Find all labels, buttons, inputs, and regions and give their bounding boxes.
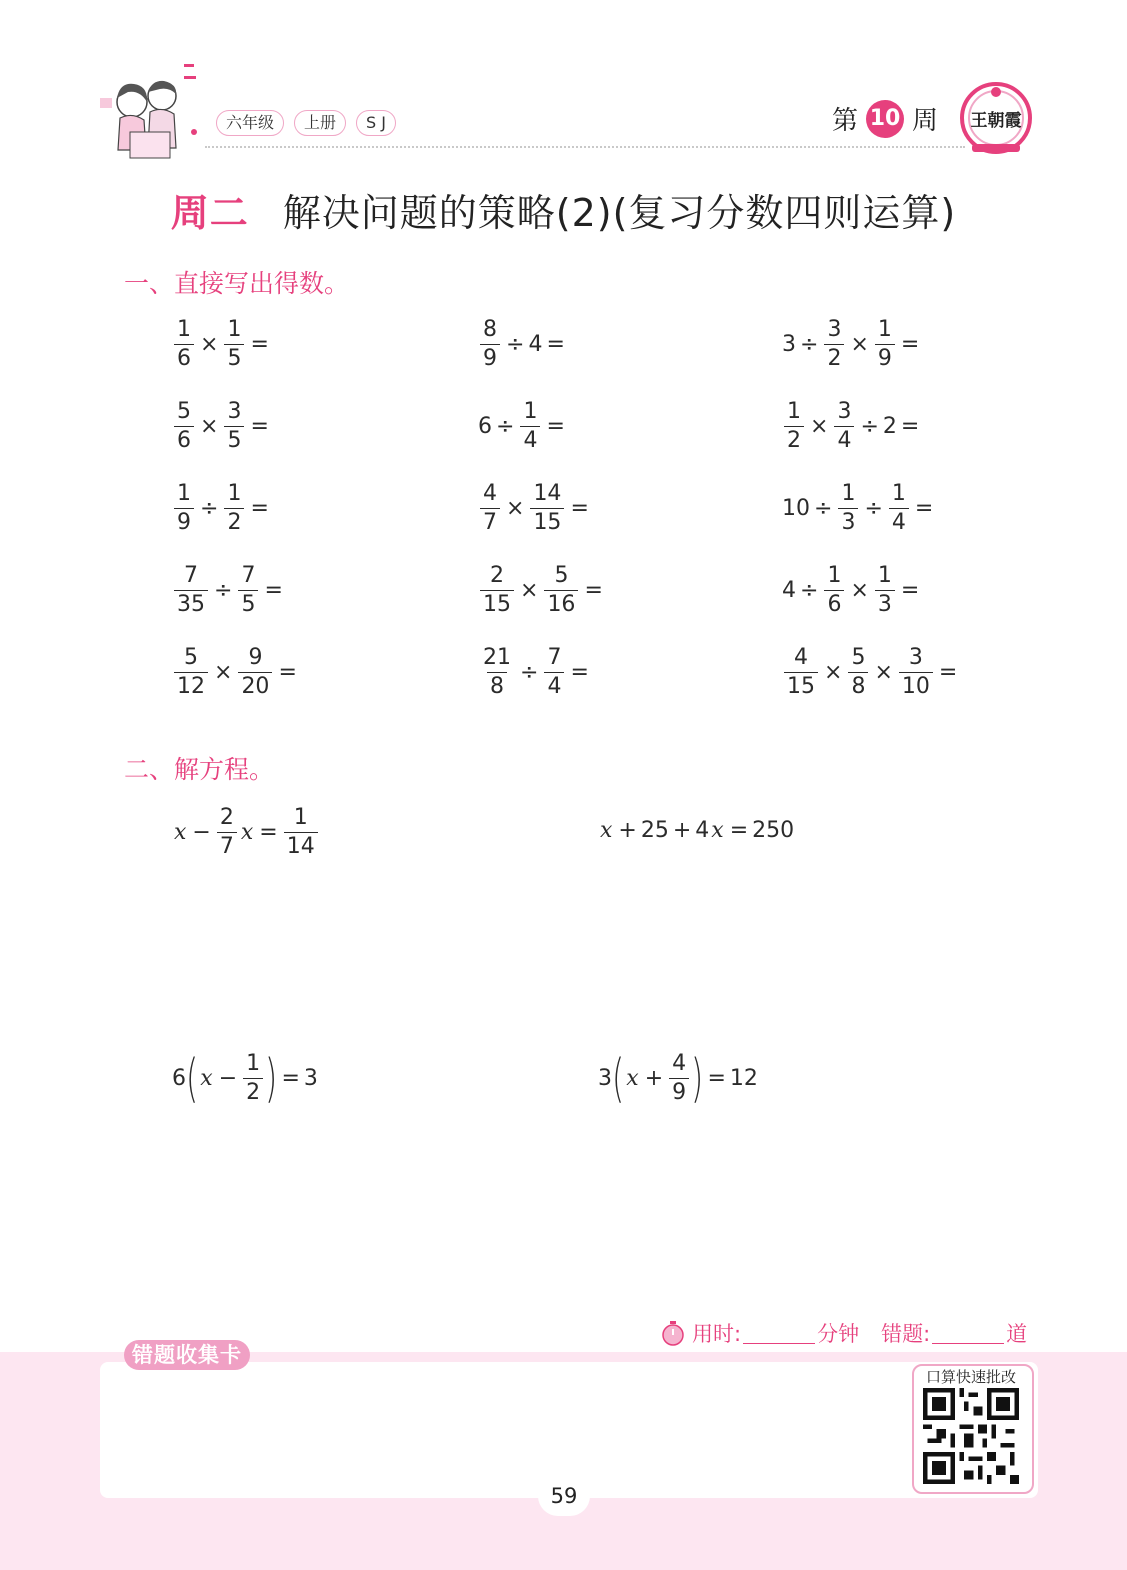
problem-1-1: $\frac{1}{6}$ × $\frac{1}{5}$ = xyxy=(172,316,273,373)
time-and-errors xyxy=(660,1318,1027,1348)
stopwatch-icon xyxy=(660,1320,686,1346)
time-unit: 分钟 xyxy=(817,1322,860,1346)
qr-caption: 口算快速批改 xyxy=(925,1368,1016,1386)
problem-2-3: $\frac{1}{2}$ × $\frac{3}{4}$ ÷ 2 = xyxy=(782,398,923,455)
problem-2-2: 6 ÷ $\frac{1}{4}$ = xyxy=(478,399,565,453)
problem-1-2: $\frac{8}{9}$ ÷ 4 = xyxy=(478,316,569,373)
equation-3: 6 ( x − $\frac{1}{2}$ ) = 3 xyxy=(172,1048,318,1109)
title-day: 周二 xyxy=(170,191,249,235)
week-number-badge: 10 xyxy=(866,100,904,138)
week-prefix: 第 xyxy=(832,106,859,136)
volume-tag: 上册 xyxy=(294,110,346,136)
problem-5-1: $\frac{5}{12}$ × $\frac{9}{20}$ = xyxy=(172,644,301,701)
problem-5-3: $\frac{4}{15}$ × $\frac{5}{8}$ × $\frac{3}{10}$ = xyxy=(782,644,961,701)
problem-2-1: $\frac{5}{6}$ × $\frac{3}{5}$ = xyxy=(172,398,273,455)
section2-heading: 二、解方程。 xyxy=(124,755,275,784)
section1-heading: 一、直接写出得数。 xyxy=(124,269,350,298)
brand-seal xyxy=(958,78,1034,158)
equation-2: x + 25 + 4 x = 250 xyxy=(600,818,795,843)
problem-4-1: $\frac{7}{35}$ ÷ $\frac{7}{5}$ = xyxy=(172,562,287,619)
problem-3-1: $\frac{1}{9}$ ÷ $\frac{1}{2}$ = xyxy=(172,480,273,537)
svg-text:王朝霞: 王朝霞 xyxy=(970,111,1022,131)
problem-3-3: 10 ÷ $\frac{1}{3}$ ÷ $\frac{1}{4}$ = xyxy=(782,481,934,535)
equation-1: x − $\frac{2}{7}$ x = $\frac{1}{14}$ xyxy=(172,804,320,861)
problem-5-2: $\frac{21}{8}$ ÷ $\frac{7}{4}$ = xyxy=(483,645,589,699)
week-suffix: 周 xyxy=(912,106,939,136)
time-label: 用时: xyxy=(692,1322,742,1346)
error-unit: 道 xyxy=(1006,1322,1028,1346)
problem-1-3: 3 ÷ $\frac{3}{2}$ × $\frac{1}{9}$ = xyxy=(782,317,920,371)
grade-tag: 六年级 xyxy=(216,110,284,136)
mistake-card-label: 错题收集卡 xyxy=(124,1340,250,1370)
error-blank[interactable] xyxy=(932,1323,1004,1344)
problem-3-2: $\frac{4}{7}$ × $\frac{14}{15}$ = xyxy=(478,480,593,537)
problem-4-2: $\frac{2}{15}$ × $\frac{5}{16}$ = xyxy=(478,562,607,619)
header-divider xyxy=(205,146,965,148)
problem-4-3: 4 ÷ $\frac{1}{6}$ × $\frac{1}{3}$ = xyxy=(782,563,920,617)
title-topic: 解决问题的策略(2)(复习分数四则运算) xyxy=(282,191,957,235)
page-number: 59 xyxy=(538,1476,590,1516)
page-title xyxy=(0,182,1127,237)
edition-tag: S J xyxy=(356,110,396,136)
qr-code-icon[interactable] xyxy=(922,1388,1020,1484)
equation-4: 3 ( x + $\frac{4}{9}$ ) = 12 xyxy=(598,1048,758,1109)
grade-tags xyxy=(216,110,396,136)
time-blank[interactable] xyxy=(743,1323,815,1344)
error-label: 错题: xyxy=(881,1322,931,1346)
kids-illustration xyxy=(100,62,210,162)
